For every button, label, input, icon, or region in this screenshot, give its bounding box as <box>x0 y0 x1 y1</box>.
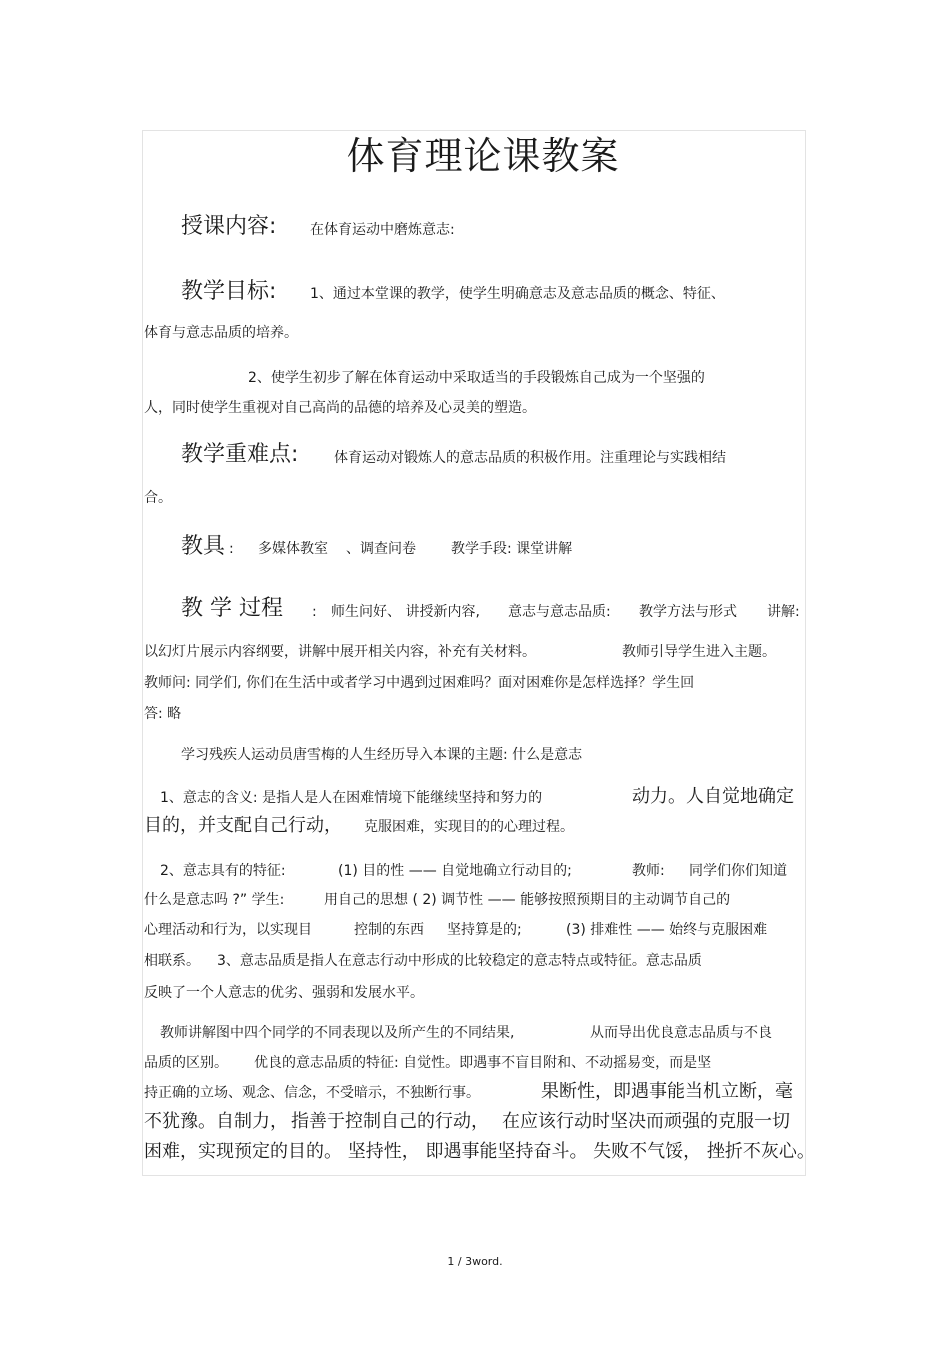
tools-item: 多媒体教室 <box>258 541 328 557</box>
process-text: 相联系。 <box>144 953 200 969</box>
process-text: 优良的意志品质的特征: 自觉性。即遇事不盲目附和、不动摇易变，而是坚 <box>254 1055 712 1071</box>
tools-colon: : <box>229 541 234 557</box>
process-label: 教 学 过程 <box>181 596 283 621</box>
content-label: 授课内容: <box>181 214 277 239</box>
process-text: 同学们你们知道 <box>689 863 787 879</box>
process-text: 教师引导学生进入主题。 <box>622 644 776 660</box>
process-text: 什么是意志吗 ?” 学生: <box>144 892 285 908</box>
process-text: 坚持算是的; <box>447 922 522 938</box>
process-text: 教师讲解图中四个同学的不同表现以及所产生的不同结果, <box>160 1025 515 1041</box>
process-text: 3、意志品质是指人在意志行动中形成的比较稳定的意志特点或特征。意志品质 <box>217 953 702 969</box>
process-text: 以幻灯片展示内容纲要，讲解中展开相关内容，补充有关材料。 <box>144 644 536 660</box>
process-text: 用自己的思想 ( 2) 调节性 —— 能够按照预期目的主动调节自己的 <box>324 892 731 908</box>
process-text: 控制的东西 <box>354 922 424 938</box>
process-text: 持正确的立场、观念、信念，不受暗示，不独断行事。 <box>144 1085 480 1101</box>
process-text: 动力。人自觉地确定 <box>632 786 794 807</box>
goals-line: 体育与意志品质的培养。 <box>144 325 298 341</box>
process-text: 克服困难，实现目的的心理过程。 <box>364 819 574 835</box>
content-text: 在体育运动中磨炼意志: <box>310 222 455 238</box>
page-footer: 1 / 3word. <box>447 1255 503 1268</box>
process-text: 困难，实现预定的目的。 坚持性， 即遇事能坚持奋斗。 失败不气馁， 挫折不灰心。 <box>144 1141 815 1162</box>
process-text: (1) 目的性 —— 自觉地确立行动目的; <box>338 863 572 879</box>
process-text: 品质的区别。 <box>144 1055 228 1071</box>
process-text: 从而导出优良意志品质与不良 <box>590 1025 772 1041</box>
keypoints-line: 合。 <box>144 490 172 506</box>
process-text: 教师: <box>632 863 665 879</box>
process-text: 指善于控制自己的行动， <box>291 1111 489 1132</box>
goals-label: 教学目标: <box>181 279 277 304</box>
page-title: 体育理论课教案 <box>346 134 620 178</box>
goals-line: 1、通过本堂课的教学，使学生明确意志及意志品质的概念、特征、 <box>310 286 725 302</box>
process-text: 师生问好、 讲授新内容, <box>331 604 480 620</box>
process-text: 目的，并支配自己行动， <box>144 815 342 836</box>
process-text: 2、意志具有的特征: <box>160 863 286 879</box>
process-text: 教师问: 同学们, 你们在生活中或者学习中遇到过困难吗？面对困难你是怎样选择？学生回 <box>144 675 695 691</box>
process-text: 讲解: <box>767 604 800 620</box>
keypoints-label: 教学重难点: <box>181 442 299 467</box>
tools-method: 教学手段: 课堂讲解 <box>451 541 573 557</box>
process-text: 在应该行动时坚决而顽强的克服一切 <box>502 1111 790 1132</box>
process-text: 学习残疾人运动员唐雪梅的人生经历导入本课的主题: 什么是意志 <box>181 747 583 763</box>
keypoints-line: 体育运动对锻炼人的意志品质的积极作用。注重理论与实践相结 <box>334 450 726 466</box>
tools-label: 教具 <box>181 534 226 559</box>
process-text: 答: 略 <box>144 706 182 722</box>
process-text: 不犹豫。自制力， <box>144 1111 288 1132</box>
process-text: 1、意志的含义: 是指人是人在困难情境下能继续坚持和努力的 <box>160 790 543 806</box>
goals-line: 人，同时使学生重视对自己高尚的品德的培养及心灵美的塑造。 <box>144 400 536 416</box>
process-text: 心理活动和行为，以实现目 <box>144 922 312 938</box>
process-text: 意志与意志品质: <box>508 604 611 620</box>
tools-item: 、调查问卷 <box>346 541 416 557</box>
process-text: 教学方法与形式 <box>639 604 737 620</box>
process-text: 果断性，即遇事能当机立断，毫 <box>541 1081 793 1102</box>
process-text: 反映了一个人意志的优劣、强弱和发展水平。 <box>144 985 424 1001</box>
goals-line: 2、使学生初步了解在体育运动中采取适当的手段锻炼自己成为一个坚强的 <box>248 370 705 386</box>
process-colon: : <box>312 604 317 620</box>
process-text: (3) 排难性 —— 始终与克服困难 <box>566 922 768 938</box>
